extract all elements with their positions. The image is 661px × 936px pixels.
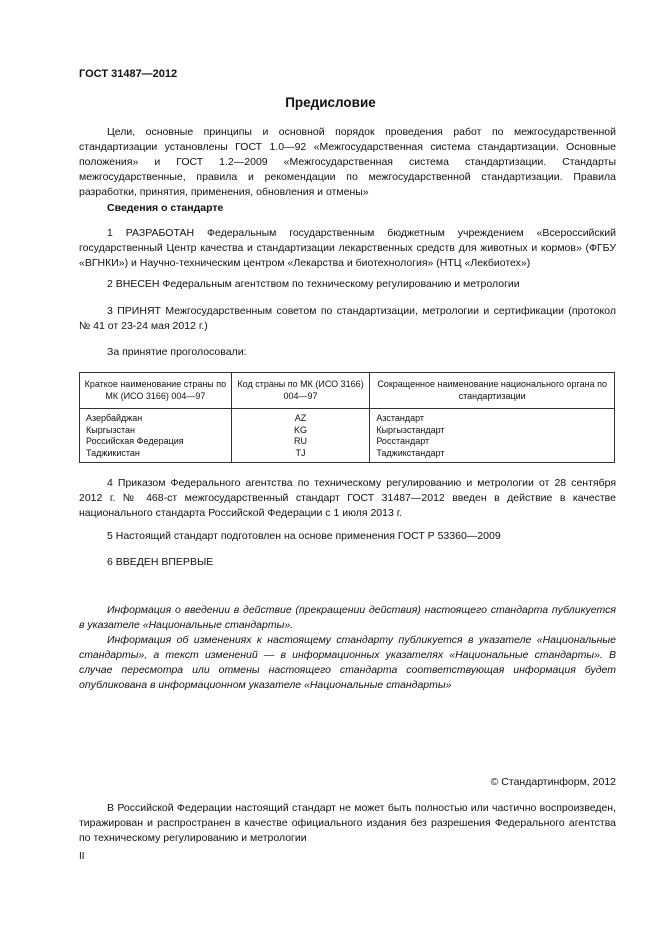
item-4: 4 Приказом Федерального агентства по техническому регулированию и метрологии от 28 сентября 2012 г. № 468-ст межгосударственный стандарт ГОСТ 31487—2012 введен в действие в качестве национального стандарта Российской Федерации с 1 июля 2013 г.	[79, 477, 616, 519]
body-cell: Росстандарт	[370, 436, 615, 448]
body-cell: Кыргызстандарт	[370, 425, 615, 437]
item-3: 3 ПРИНЯТ Межгосударственным советом по стандартизации, метрологии и сертификации (протокол № 41 от 23-24 мая 2012 г.)	[79, 305, 616, 332]
item-1: 1 РАЗРАБОТАН Федеральным государственным бюджетным учреждением «Всероссийский государственный Центр качества и стандартизации лекарственных средств для животных и кормов» (ФГБУ «ВГНКИ») и Научно-техническим центром «Лекарства и биотехнология» (НТЦ «Лекбиотех»)	[79, 227, 616, 269]
country-cell: Российская Федерация	[80, 436, 232, 448]
voting-table	[79, 372, 615, 463]
code-cell: TJ	[231, 448, 370, 463]
country-cell: Таджикистан	[80, 448, 232, 463]
body-cell: Таджикстандарт	[370, 448, 615, 463]
item-2: 2 ВНЕСЕН Федеральным агентством по техническому регулированию и метрологии	[107, 278, 520, 290]
item-5: 5 Настоящий стандарт подготовлен на основе применения ГОСТ Р 53360—2009	[107, 530, 501, 542]
info-note-2: Информация об изменениях к настоящему стандарту публикуется в указателе «Национальные стандарты», а текст изменений — в информационных указателях «Национальные стандарты». В случае пересмотра или отмены настоящего стандарта соответствующая информация будет опубликована в информационном указателе «Национальные стандарты»	[79, 634, 616, 691]
copyright: © Стандартинформ, 2012	[490, 776, 616, 788]
table-header-code: Код страны по МК (ИСО 3166) 004—97	[231, 373, 370, 409]
code-cell: AZ	[231, 409, 370, 425]
info-note-1: Информация о введении в действие (прекращении действия) настоящего стандарта публикуется в указателе «Национальные стандарты».	[79, 604, 616, 631]
info-heading: Сведения о стандарте	[107, 202, 224, 214]
table-row	[80, 448, 615, 463]
reproduction-notice: В Российской Федерации настоящий стандарт не может быть полностью или частично воспроизведен, тиражирован и распространен в качестве официального издания без разрешения Федерального агентства по техническому регулированию и метрологии	[79, 802, 616, 844]
intro-paragraph: Цели, основные принципы и основной порядок проведения работ по межгосударственной стандартизации установлены ГОСТ 1.0—92 «Межгосударственная система стандартизации. Основные положения» и ГОСТ 1.2—2009 «Межгосударственная система стандартизации. Стандарты межгосударственные, правила и рекомендации по межгосударственной стандартизации. Правила разработки, принятия, применения, обновления и отмены»	[79, 126, 616, 198]
table-header-body: Сокращенное наименование национального органа по стандартизации	[370, 373, 615, 409]
document-number: ГОСТ 31487—2012	[79, 68, 178, 80]
page-title: Предисловие	[285, 95, 376, 110]
country-cell: Азербайджан	[80, 409, 232, 425]
table-row	[80, 425, 615, 437]
table-header-country: Краткое наименование страны по МК (ИСО 3166) 004—97	[80, 373, 232, 409]
code-cell: RU	[231, 436, 370, 448]
country-cell: Кыргызстан	[80, 425, 232, 437]
code-cell: KG	[231, 425, 370, 437]
page-number: II	[79, 851, 85, 862]
table-row	[80, 436, 615, 448]
body-cell: Азстандарт	[370, 409, 615, 425]
voted-label: За принятие проголосовали:	[107, 346, 247, 358]
table-row	[80, 409, 615, 425]
table-header-row	[80, 373, 615, 409]
item-6: 6 ВВЕДЕН ВПЕРВЫЕ	[107, 556, 214, 568]
